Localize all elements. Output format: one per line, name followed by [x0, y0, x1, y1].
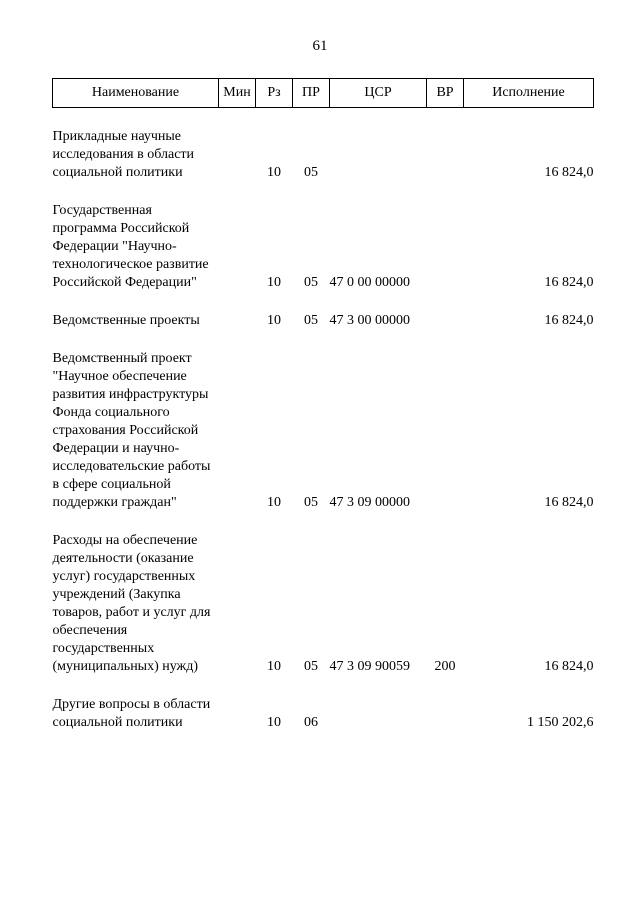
row-pr: 05: [304, 165, 318, 180]
row-name: Ведомственные проекты: [52, 313, 200, 328]
row-name: Прикладные научные исследования в области социальной политики: [52, 129, 195, 180]
row-rz: 10: [267, 495, 281, 510]
row-vr: 200: [434, 659, 456, 674]
table-row: [53, 696, 594, 732]
row-amount: 1 150 202,6: [527, 715, 594, 730]
row-min: [219, 696, 256, 732]
row-csr: [330, 128, 427, 182]
header-vr: ВР: [427, 79, 464, 108]
budget-table: [52, 78, 594, 732]
row-amount: 16 824,0: [544, 659, 594, 674]
row-rz: 10: [267, 165, 281, 180]
row-amount: 16 824,0: [544, 165, 594, 180]
row-amount: 16 824,0: [544, 495, 594, 510]
row-min: [219, 128, 256, 182]
row-name: Расходы на обеспечение деятельности (оказание услуг) государственных учреждений (Закупка товаров, работ и услуг для обеспечения государственных (муниципальных) нужд): [52, 533, 211, 674]
row-vr: [427, 696, 464, 732]
row-min: [219, 350, 256, 512]
header-rz: Рз: [256, 79, 293, 108]
table-header-row: [53, 79, 594, 108]
row-rz: 10: [267, 313, 281, 328]
row-rz: 10: [267, 275, 281, 290]
row-csr: 47 0 00 00000: [329, 275, 410, 290]
row-vr: [427, 128, 464, 182]
row-min: [219, 312, 256, 330]
header-csr: ЦСР: [330, 79, 427, 108]
header-min: Мин: [219, 79, 256, 108]
row-vr: [427, 350, 464, 512]
row-csr: 47 3 09 00000: [329, 495, 410, 510]
header-pr: ПР: [293, 79, 330, 108]
row-pr: 05: [304, 495, 318, 510]
row-csr: 47 3 00 00000: [329, 313, 410, 328]
row-amount: 16 824,0: [544, 313, 594, 328]
row-vr: [427, 202, 464, 292]
table-row: [53, 128, 594, 182]
table-row: [53, 532, 594, 676]
table-row: [53, 312, 594, 330]
row-csr: 47 3 09 90059: [329, 659, 410, 674]
header-amount: Исполнение: [464, 79, 594, 108]
row-pr: 05: [304, 659, 318, 674]
header-name: Наименование: [53, 79, 219, 108]
row-min: [219, 202, 256, 292]
table-row: [53, 350, 594, 512]
row-pr: 06: [304, 715, 318, 730]
row-vr: [427, 312, 464, 330]
row-pr: 05: [304, 313, 318, 328]
page-number: 61: [312, 38, 328, 54]
row-name: Ведомственный проект "Научное обеспечение развития инфраструктуры Фонда социального страхования Российской Федерации и научно-исследовательские работы в сфере социальной поддержки граждан": [52, 351, 211, 510]
row-csr: [330, 696, 427, 732]
row-rz: 10: [267, 715, 281, 730]
row-amount: 16 824,0: [544, 275, 594, 290]
row-rz: 10: [267, 659, 281, 674]
row-min: [219, 532, 256, 676]
table-row: [53, 202, 594, 292]
row-pr: 05: [304, 275, 318, 290]
row-name: Другие вопросы в области социальной политики: [52, 697, 211, 730]
row-name: Государственная программа Российской Федерации "Научно-технологическое развитие Российской Федерации": [52, 203, 209, 290]
